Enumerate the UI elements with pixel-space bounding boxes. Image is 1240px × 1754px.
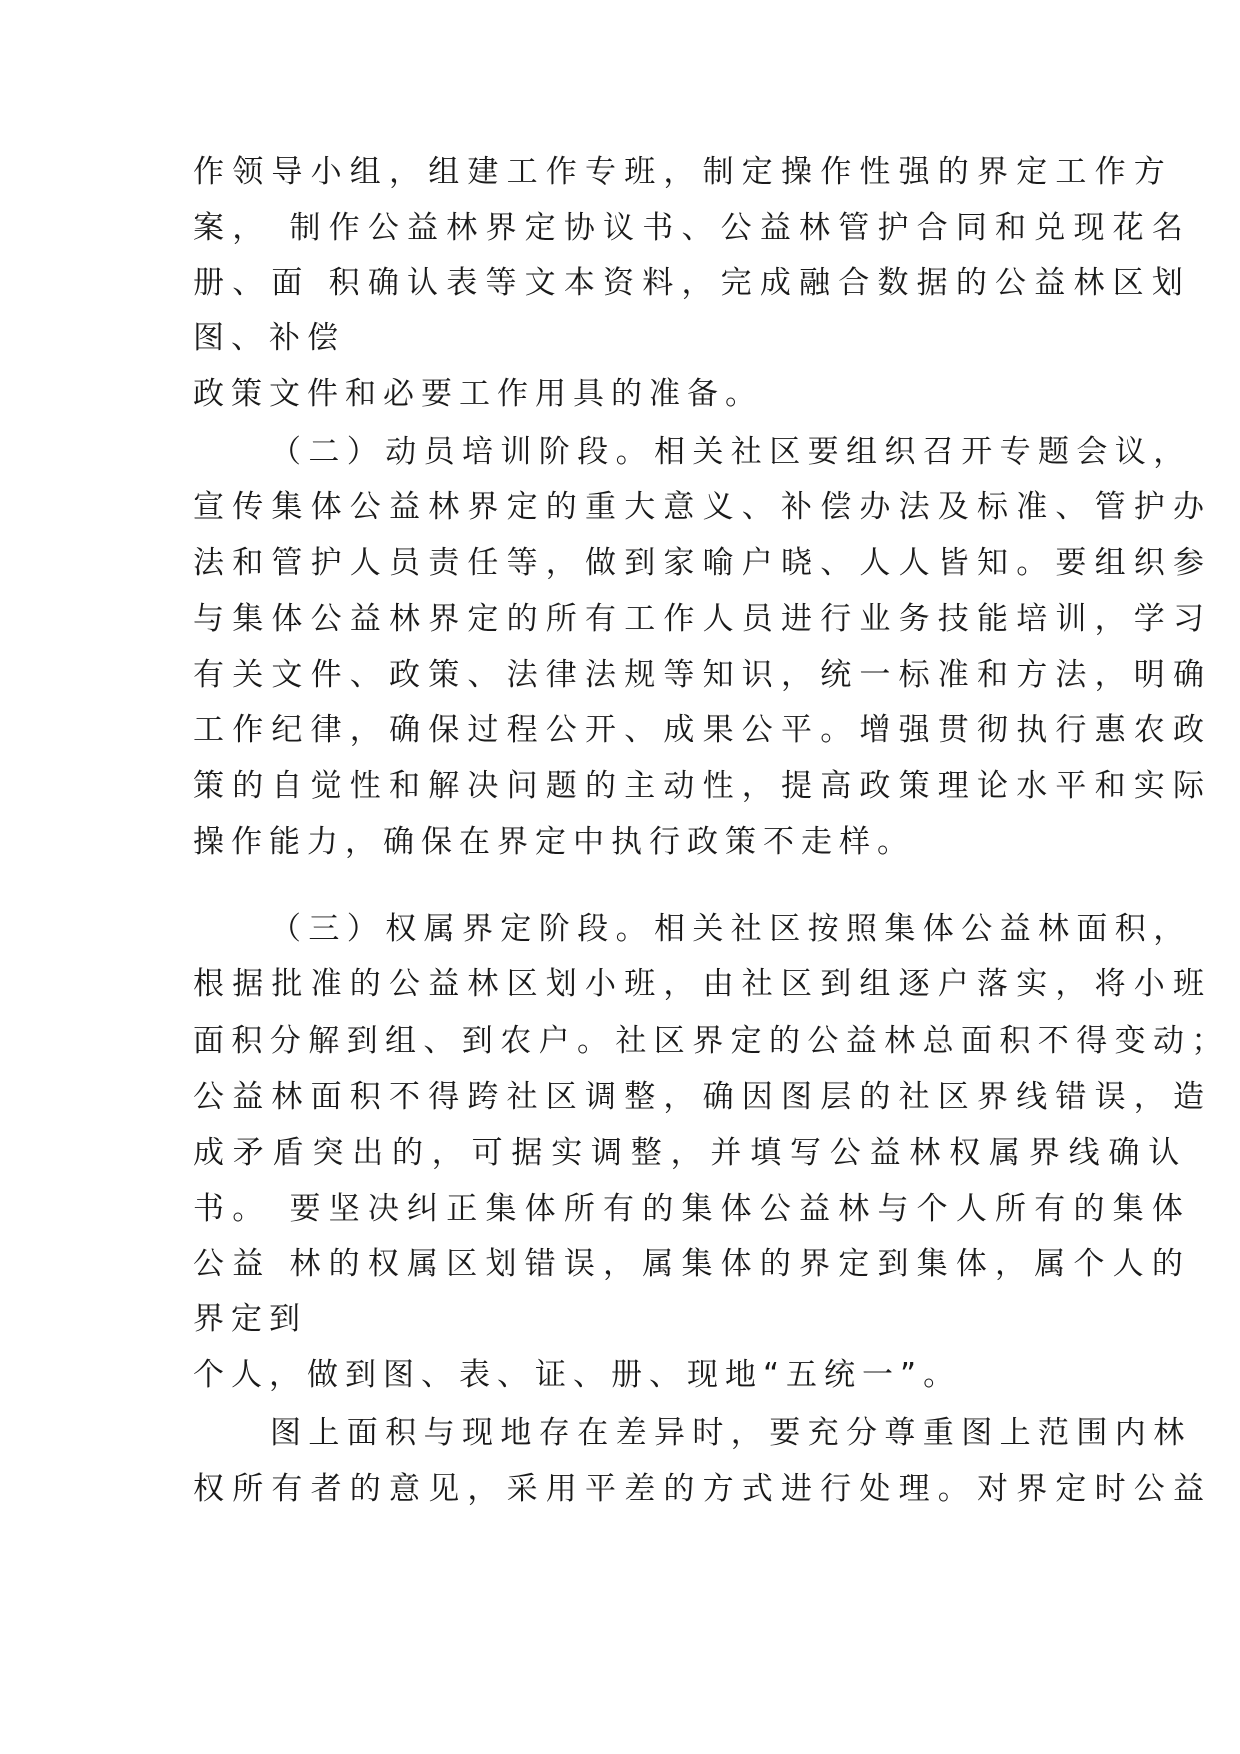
paragraph-line: 权所有者的意见，采用平差的方式进行处理。对界定时公益: [193, 1471, 1213, 1507]
paragraph-line: 有关文件、政策、法律法规等知识，统一标准和方法，明确: [193, 657, 1213, 693]
paragraph-line: 图上面积与现地存在差异时，要充分尊重图上范围内林: [270, 1415, 1192, 1451]
paragraph-line: 图、补偿: [193, 320, 345, 356]
paragraph-line: 宣传集体公益林界定的重大意义、补偿办法及标准、管护办: [193, 489, 1213, 525]
paragraph-line: 界定到: [193, 1301, 307, 1337]
paragraph-line: 与集体公益林界定的所有工作人员进行业务技能培训，学习: [193, 601, 1213, 637]
paragraph-line: 公益林面积不得跨社区调整，确因图层的社区界线错误，造: [193, 1079, 1213, 1115]
paragraph-line: 法和管护人员责任等，做到家喻户晓、人人皆知。要组织参: [193, 545, 1213, 581]
paragraph-line: 册、面 积确认表等文本资料，完成融合数据的公益林区划: [193, 265, 1192, 301]
paragraph-line: 策的自觉性和解决问题的主动性，提高政策理论水平和实际: [193, 768, 1213, 804]
section-heading-line: （二）动员培训阶段。相关社区要组织召开专题会议，: [270, 434, 1192, 470]
paragraph-line: 面积分解到组、到农户。社区界定的公益林总面积不得变动；: [193, 1023, 1230, 1059]
paragraph-line: 公益 林的权属区划错误，属集体的界定到集体，属个人的: [193, 1246, 1192, 1282]
paragraph-line: 成矛盾突出的，可据实调整，并填写公益林权属界线确认: [193, 1135, 1188, 1171]
paragraph-line: 根据批准的公益林区划小班，由社区到组逐户落实，将小班: [193, 966, 1213, 1002]
paragraph-line: 操作能力，确保在界定中执行政策不走样。: [193, 824, 915, 860]
paragraph-line: 政策文件和必要工作用具的准备。: [193, 376, 763, 412]
section-heading-line: （三）权属界定阶段。相关社区按照集体公益林面积，: [270, 911, 1192, 947]
paragraph-line: 作领导小组，组建工作专班，制定操作性强的界定工作方: [193, 154, 1173, 190]
paragraph-line: 工作纪律，确保过程公开、成果公平。增强贯彻执行惠农政: [193, 712, 1213, 748]
paragraph-line: 书。 要坚决纠正集体所有的集体公益林与个人所有的集体: [193, 1191, 1192, 1227]
paragraph-line: 案， 制作公益林界定协议书、公益林管护合同和兑现花名: [193, 210, 1192, 246]
paragraph-line: 个人，做到图、表、证、册、现地“五统一”。: [193, 1357, 962, 1393]
